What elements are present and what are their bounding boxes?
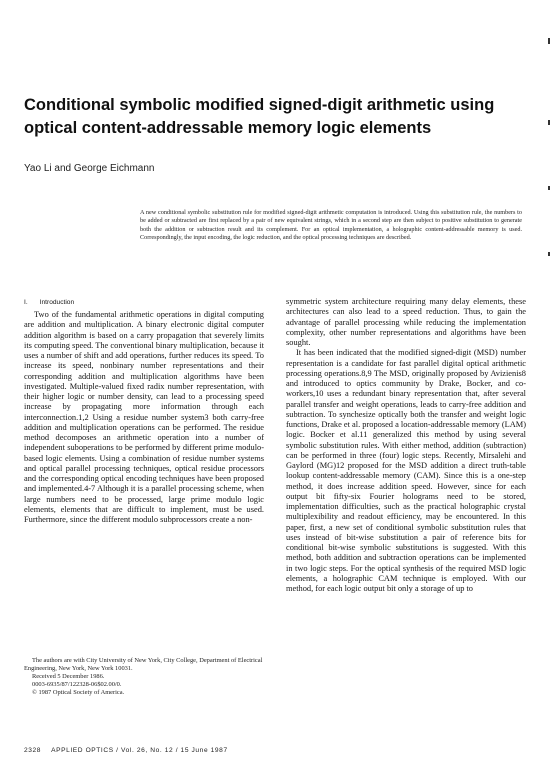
paragraph: symmetric system architecture requiring many delay elements, these architectures can also lead to a speed reduction. Thus, to gain the advantage of parallel processing while reducing the implementation complexity, other number representations and algorithms have been sought. [286,297,526,347]
section-number: I. [24,299,28,306]
page-number: 2328 [24,747,42,754]
scan-edge-mark [548,120,550,125]
section-heading [24,298,264,308]
right-column [286,297,526,594]
scan-edge-mark [548,38,550,44]
author-footnote [24,657,264,697]
left-column [24,298,264,525]
footnote-received: Received 5 December 1986. [32,672,105,680]
scan-edge-mark [548,186,550,190]
page-footer [24,747,228,754]
section-title: Introduction [39,299,75,306]
abstract: A new conditional symbolic substitution rule for modified signed-digit arithmetic computation is introduced. Using this substitution rule, the numbers to be added or subtracted are first replaced by a pair of new equivalent strings, which in a second step are then subject to positive substitution to generate both the addition or subtraction result and its complement. For an optical implementation, a holographic content-addressable memory is used. Correspondingly, the input encoding, the logic reduction, and the optical processing techniques are described. [140,209,522,241]
scan-edge-mark [548,252,550,256]
journal-info: APPLIED OPTICS / Vol. 26, No. 12 / 15 June 1987 [51,747,228,754]
footnote-copyright: © 1987 Optical Society of America. [32,688,125,696]
page-title: Conditional symbolic modified signed-digit arithmetic using optical content-addressable memory logic elements [24,96,495,137]
footnote-affiliation: The authors are with City University of New York, City College, Department of Electrical Engineering, New York, New York 10031. [24,657,263,672]
footnote-code: 0003-6935/87/122328-06$02.00/0. [32,680,122,688]
paragraph: Two of the fundamental arithmetic operations in digital computing are addition and multiplication. A binary electronic digital computer addition algorithm is based on a carry propagation that severely limits its computing speed. The conventional binary multiplication, because it uses a number of shift and add operations, further reduces its speed. To increase its speed, nonbinary number representations and their corresponding addition and multiplication algorithms have been investigated. Multiple-valued fixed radix number representation, with their higher logic or number density, can lead to a processing speed increase by propagating more information through each interconnection.1,2 Using a residue number system3 both carry-free addition and multiplication operations can be performed. The residue method decomposes an arithmetic operation into a number of independent suboperations to be performed by different prime modulo-based logic elements. Using a combination of residue number systems and optical parallel processing techniques, optical residue processors and the corresponding optical encoding techniques have been proposed and implemented.4-7 Although it is a parallel processing scheme, when large numbers need to be processed, large prime modulo logic elements, elements that are difficult to implement, must be used. Furthermore, since the different modulo subprocessors create a non- [24,310,264,524]
paragraph: It has been indicated that the modified signed-digit (MSD) number representation is a candidate for fast parallel digital optical arithmetic processing operations.8,9 The MSD, originally proposed by Avizienis8 and introduced to optics community by Drake, Bocker, and co-workers,10 uses a redundant binary representation that, after several parallel transfer and weight operations, leads to carry-free addition and subtraction. To synchesize optically both the transfer and weight logic functions, Drake et al. proposed a location-addressable memory (LAM) logic. Bocker et al.11 generalized this method by using several symbolic substitution rules. With either method, addition (subtraction) can be performed in three (four) logic steps. Recently, Mirsalehi and Gaylord (MG)12 proposed for the MSD addition a direct truth-table lookup content-addressable memory (CAM). Since this is a one-step method, it does increase addition speed. However, since for each output bit fifty-six Fourier holograms need to be stored, implementation difficulties, such as the practical holographic crystal multiplexibility and readout efficiency, may be encountered. In this paper, first, a new set of conditional symbolic substitution rules that uses instead of bit-wise substitution a pair of reference bits for conditional bit-wise symbolic substitutions is suggested. With this method, both addition and subtraction operations can be implemented in two logic steps. For the optical synthesis of the required MSD logic elements, a holographic CAM technique is employed. With our method, for each logic output bit only a storage of up to [286,348,527,593]
authors: Yao Li and George Eichmann [24,163,155,174]
